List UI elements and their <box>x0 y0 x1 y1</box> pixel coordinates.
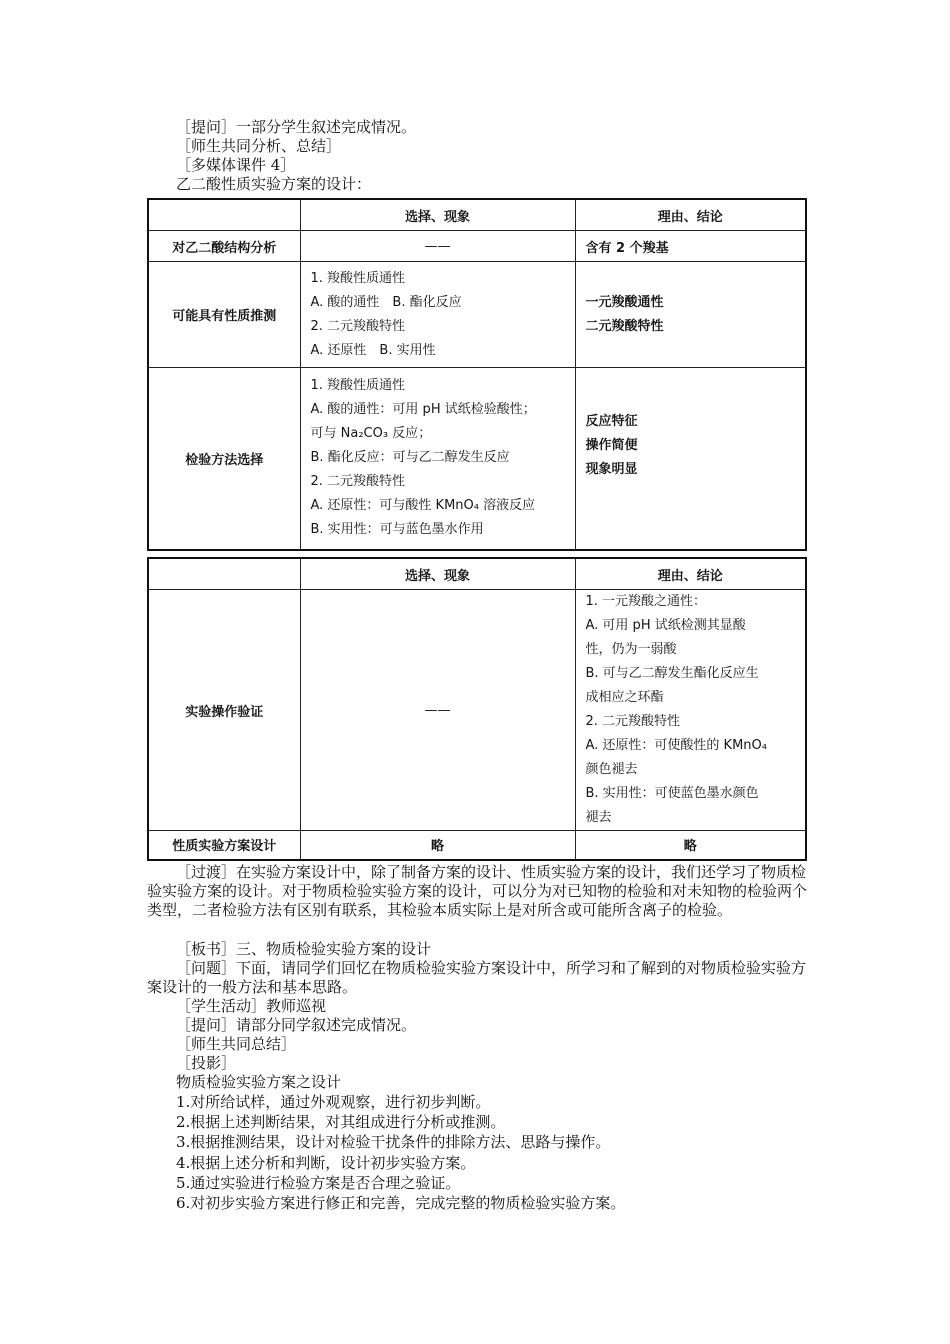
cell-line: A. 还原性：可与酸性 KMnO₄ 溶液反应 <box>310 498 536 514</box>
activity-line: ［学生活动］教师巡视 <box>176 997 327 1015</box>
row-label: 性质实验方案设计 <box>148 831 300 860</box>
cell-line: B. 实用性：可与蓝色墨水作用 <box>310 522 484 538</box>
step-item: 6.对初步实验方案进行修正和完善，完成完整的物质检验实验方案。 <box>176 1194 626 1212</box>
cell-line: 一元羧酸通性 <box>585 294 664 310</box>
cell-line: 1. 羧酸性质通性 <box>310 270 406 286</box>
cell-line: B. 可与乙二醇发生酯化反应生 <box>585 666 759 681</box>
cell-line: 2. 二元羧酸特性 <box>310 474 406 490</box>
ask-line: ［提问］请部分同学叙述完成情况。 <box>176 1016 417 1034</box>
intro-line: ［提问］一部分学生叙述完成情况。 <box>176 118 417 136</box>
table-row <box>148 231 806 262</box>
experiment-design-table-2 <box>147 557 807 861</box>
cell-choice: 略 <box>300 831 575 860</box>
cell-line: 性，仍为一弱酸 <box>585 642 677 657</box>
cell-line: 现象明显 <box>585 462 638 477</box>
experiment-design-table-1 <box>147 198 807 551</box>
cell-line: A. 可用 pH 试纸检测其显酸 <box>585 618 746 633</box>
step-item: 3.根据推测结果，设计对检验干扰条件的排除方法、思路与操作。 <box>176 1133 611 1151</box>
cell-line: 1. 羧酸性质通性 <box>310 378 406 394</box>
step-item: 1.对所给试样，通过外观观察，进行初步判断。 <box>176 1093 491 1111</box>
cell-reason: 含有 2 个羧基 <box>575 231 806 262</box>
header-reason: 理由、结论 <box>575 558 806 590</box>
cell-line: 可与 Na₂CO₃ 反应； <box>310 426 432 442</box>
cell-line: A. 还原性 B. 实用性 <box>310 342 436 358</box>
row-label: 实验操作验证 <box>148 590 300 831</box>
cell-reason <box>575 368 806 550</box>
cell-line: 成相应之环酯 <box>585 690 664 705</box>
cell-line: 2. 二元羧酸特性 <box>310 318 406 334</box>
cell-line: B. 实用性：可使蓝色墨水颜色 <box>585 786 759 801</box>
board-line: ［板书］三、物质检验实验方案的设计 <box>176 940 432 958</box>
transition-paragraph: ［过渡］在实验方案设计中，除了制备方案的设计、性质实验方案的设计，我们还学习了物质检验实验方案的设计。对于物质检验实验方案的设计，可以分为对已知物的检验和对未知物的检验两个类型，二者检验方法有区别有联系，其检验本质实际上是对所含或可能所含离子的检验。 <box>147 863 808 919</box>
row-label: 检验方法选择 <box>148 368 300 550</box>
cell-line: 颜色褪去 <box>585 762 638 777</box>
step-item: 2.根据上述判断结果，对其组成进行分析或推测。 <box>176 1113 506 1131</box>
cell-choice: —— <box>300 231 575 262</box>
cell-line: A. 酸的通性：可用 pH 试纸检验酸性； <box>310 402 536 418</box>
cell-line: 反应特征 <box>585 414 638 429</box>
cell-choice <box>300 368 575 550</box>
table-row <box>148 262 806 368</box>
cell-line: A. 还原性：可使酸性的 KMnO₄ <box>585 738 767 753</box>
cell-line: 2. 二元羧酸特性 <box>585 714 681 729</box>
projection-line: ［投影］ <box>176 1054 237 1072</box>
step-item: 4.根据上述分析和判断，设计初步实验方案。 <box>176 1154 476 1172</box>
cell-line: 褪去 <box>585 810 612 825</box>
header-reason: 理由、结论 <box>575 199 806 231</box>
table-row <box>148 831 806 860</box>
steps-title: 物质检验实验方案之设计 <box>176 1073 342 1091</box>
table-header-row <box>148 199 806 231</box>
cell-line: 二元羧酸特性 <box>585 318 664 334</box>
row-label: 对乙二酸结构分析 <box>148 231 300 262</box>
cell-line: 操作简便 <box>585 438 638 453</box>
summary-line: ［师生共同总结］ <box>176 1035 297 1053</box>
intro-line: ［师生共同分析、总结］ <box>176 137 342 155</box>
intro-line: ［多媒体课件 4］ <box>176 156 296 174</box>
row-label: 可能具有性质推测 <box>148 262 300 368</box>
header-choice: 选择、现象 <box>300 199 575 231</box>
step-item: 5.通过实验进行检验方案是否合理之验证。 <box>176 1174 461 1192</box>
cell-reason: 略 <box>575 831 806 860</box>
header-choice: 选择、现象 <box>300 558 575 590</box>
cell-line: A. 酸的通性 B. 酯化反应 <box>310 294 462 310</box>
cell-choice: —— <box>300 590 575 831</box>
table-row <box>148 590 806 831</box>
cell-reason <box>575 262 806 368</box>
cell-line: B. 酯化反应：可与乙二醇发生反应 <box>310 450 510 466</box>
question-paragraph: ［问题］下面，请同学们回忆在物质检验实验方案设计中，所学习和了解到的对物质检验实验方案设计的一般方法和基本思路。 <box>147 959 807 996</box>
header-empty <box>148 558 300 590</box>
table-header-row <box>148 558 806 590</box>
cell-choice <box>300 262 575 368</box>
cell-line: 1. 一元羧酸之通性： <box>585 594 707 609</box>
table-caption: 乙二酸性质实验方案的设计： <box>176 175 372 193</box>
table-row <box>148 368 806 550</box>
cell-reason <box>575 590 806 831</box>
header-empty <box>148 199 300 231</box>
